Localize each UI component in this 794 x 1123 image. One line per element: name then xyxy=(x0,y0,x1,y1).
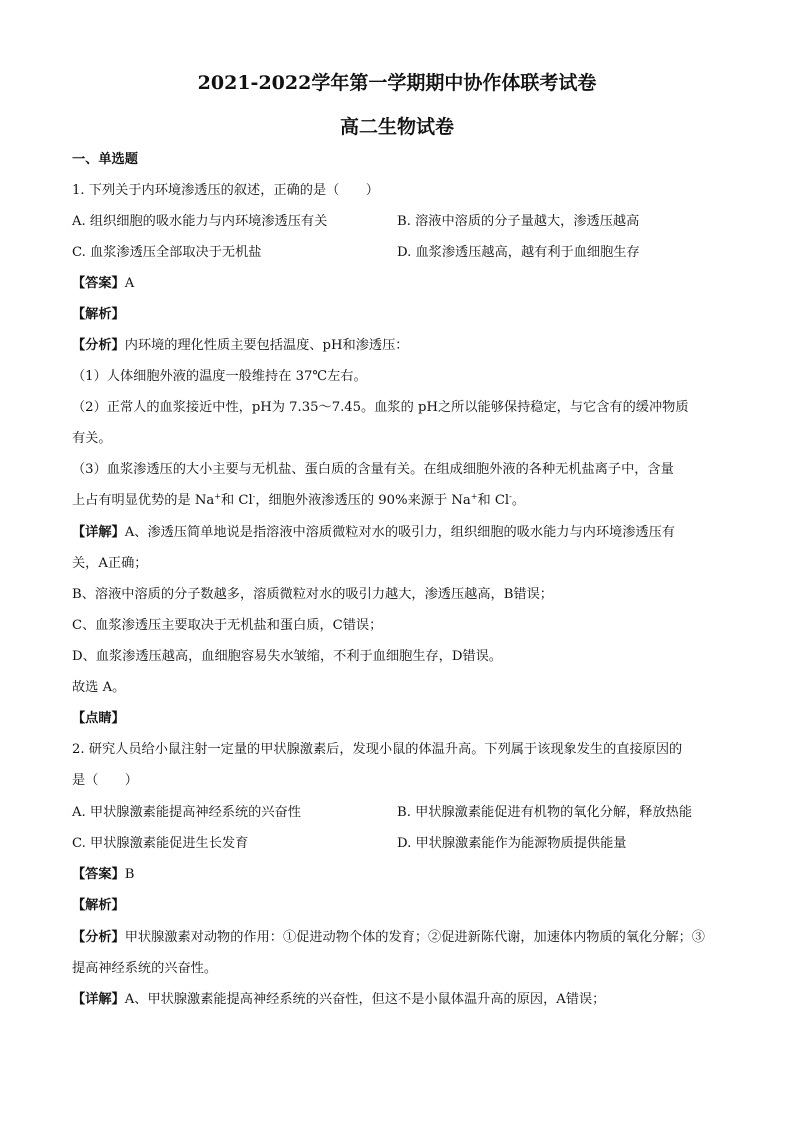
q2-option-c: C. 甲状腺激素能促进生长发育 xyxy=(72,836,249,851)
q1-option-b: B. 溶液中溶质的分子量越大，渗透压越高 xyxy=(397,214,640,229)
q1-point-3a: （3）血浆渗透压的大小主要与无机盐、蛋白质的含量有关。在组成细胞外液的各种无机盐离子中，含量 xyxy=(72,462,674,477)
q2-analysis-tag: 【解析】 xyxy=(72,898,125,913)
q2-fenxi-1: 【分析】甲状腺激素对动物的作用：①促进动物个体的发育；②促进新陈代谢，加速体内物质的氧化分解；③ xyxy=(72,930,705,945)
q1-point-3b: 上占有明显优势的是 Na+和 Cl-，细胞外液渗透压的 90%来源于 Na+和 Cl-。 xyxy=(72,492,526,508)
q2-answer: 【答案】B xyxy=(72,867,135,882)
analysis-tag: 【解析】 xyxy=(72,307,125,322)
q1-answer xyxy=(72,275,732,293)
q1-fenxi xyxy=(72,337,732,355)
q2-stem-1: 2. 研究人员给小鼠注射一定量的甲状腺激素后，发现小鼠的体温升高。下列属于该现象发生的直接原因的 xyxy=(72,742,683,757)
q2-option-d: D. 甲状腺激素能作为能源物质提供能量 xyxy=(397,836,627,851)
q2-stem-2: 是（ ） xyxy=(72,773,138,788)
q1-option-a: A. 组织细胞的吸水能力与内环境渗透压有关 xyxy=(72,214,328,229)
exam-title: 2021-2022学年第一学期期中协作体联考试卷 xyxy=(197,72,597,94)
q2-fenxi-2: 提高神经系统的兴奋性。 xyxy=(72,961,218,976)
fenxi-text: 内环境的理化性质主要包括温度、pH和渗透压： xyxy=(124,338,409,353)
q1-point-1: （1）人体细胞外液的温度一般维持在 37℃左右。 xyxy=(72,369,367,384)
detail-tag: 【详解】 xyxy=(72,525,125,540)
q1-conclusion: 故选 A。 xyxy=(72,680,126,695)
exam-subtitle: 高二生物试卷 xyxy=(339,116,454,138)
q1-stem: 1. 下列关于内环境渗透压的叙述，正确的是（ ） xyxy=(72,183,379,198)
q1-point-2a: （2）正常人的血浆接近中性，pH为 7.35～7.45。血浆的 pH之所以能够保持稳定，与它含有的缓冲物质 xyxy=(72,400,689,415)
answer-value: A xyxy=(124,276,135,291)
fenxi-tag: 【分析】 xyxy=(72,338,125,353)
q2-option-b: B. 甲状腺激素能促进有机物的氧化分解，释放热能 xyxy=(397,805,693,820)
answer-tag: 【答案】 xyxy=(72,276,125,291)
q1-comment-tag: 【点睛】 xyxy=(72,711,125,726)
q1-detail-a2: 关，A正确； xyxy=(72,556,148,571)
q1-detail-c: C、血浆渗透压主要取决于无机盐和蛋白质，C错误； xyxy=(72,618,383,633)
q2-detail-a: 【详解】A、甲状腺激素能提高神经系统的兴奋性，但这不是小鼠体温升高的原因，A错误； xyxy=(72,992,606,1007)
q1-detail-d: D、血浆渗透压越高，血细胞容易失水皱缩，不利于血细胞生存，D错误。 xyxy=(72,649,502,664)
q2-option-a: A. 甲状腺激素能提高神经系统的兴奋性 xyxy=(72,805,301,820)
q1-point-2b: 有关。 xyxy=(72,431,112,446)
q1-detail-a1: 【详解】A、渗透压简单地说是指溶液中溶质微粒对水的吸引力，组织细胞的吸水能力与内环境渗透压有 xyxy=(72,525,675,540)
section-heading: 一、单选题 xyxy=(72,152,138,167)
q1-analysis-tag xyxy=(72,306,732,324)
q1-detail-b: B、溶液中溶质的分子数越多，溶质微粒对水的吸引力越大，渗透压越高，B错误； xyxy=(72,587,553,602)
q1-option-d: D. 血浆渗透压越高，越有利于血细胞生存 xyxy=(397,245,640,260)
q1-option-c: C. 血浆渗透压全部取决于无机盐 xyxy=(72,245,262,260)
